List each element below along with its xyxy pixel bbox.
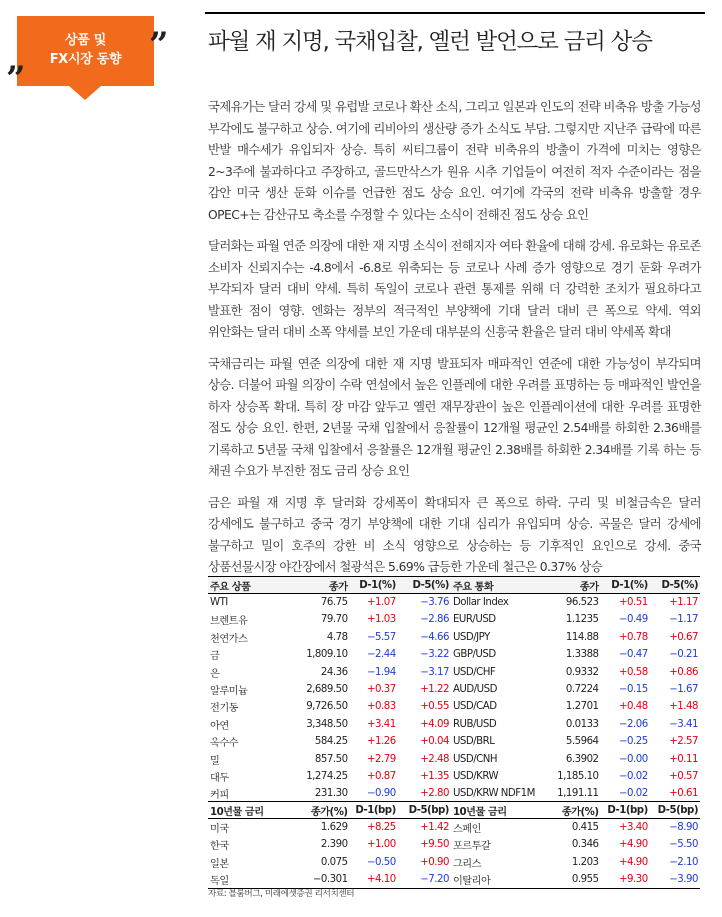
row-label: EUR/USD [452,614,496,626]
column-header: D-5(%) [650,577,700,594]
value-cell: −0.02 [601,785,650,802]
value-cell: 0.9332 [565,666,599,678]
value-cell: −0.00 [619,753,648,765]
value-cell: +4.09 [420,718,449,730]
value-cell: +1.22 [420,684,449,696]
table-row [208,681,700,698]
value-cell: 76.75 [320,597,348,609]
value-cell: 2.390 [320,839,348,851]
value-cell: −0.02 [619,770,648,782]
value-cell: 1.203 [571,856,599,868]
value-cell: +2.57 [669,736,698,748]
paragraph-bonds: 국채금리는 파월 연준 의장에 대한 재 지명 발표되자 매파적인 연준에 대한 가능성이 부각되며 상승. 더불어 파월 의장이 수락 연설에서 높은 인플레에 대한 우려를 표명하는 등 매파적인 발언을 하자 상승폭 확대. 특히 장 마감 앞두고 옐런 재무장관이 높은 인플레이션에 대한 우려를 표명한 점도 상승 요인. 한편, 2년물 국채 입찰에서 응찰률이 12개월 평균인 2.54배를 하회한 2.36배를 기록하고 5년물 국채 입찰에서 응찰률은 12개월 평균인 2.38배를 하회한 2.34배를 기록 하는 등 채권 수요가 부진한 점도 금리 상승 요인 [208,356,701,478]
value-cell: +4.90 [619,856,648,868]
value-cell: +0.51 [619,597,648,609]
row-label: GBP/USD [452,649,496,661]
value-cell: −2.44 [367,649,396,661]
value-cell: +0.61 [650,785,700,802]
value-cell: 1.3388 [565,649,599,661]
value-cell: 1.1235 [565,614,599,626]
value-cell: 584.25 [314,736,348,748]
value-cell: 0.075 [320,856,348,868]
value-cell: −0.301 [270,871,349,888]
value-cell: +0.55 [420,701,449,713]
column-header: 10년물 금리 [451,802,547,819]
row-label: 포르투갈 [452,841,491,853]
table-row [208,785,700,802]
row-label: 그리스 [452,858,481,870]
row-label: USD/CAD [452,701,497,713]
row-label: Dollar Index [452,597,509,609]
value-cell: +4.10 [350,871,398,888]
value-cell: 857.50 [314,753,348,765]
column-header: 종가 [547,577,600,594]
paragraph-fx: 달러화는 파월 연준 의장에 대한 재 지명 소식이 전해지자 여타 환율에 대해 강세. 유로화는 유로존 소비자 신뢰지수는 -4.8에서 -6.8로 위축되는 등 코로나 사례 증가 영향으로 경기 둔화 우려가 부각되자 달러 대비 약세. 특히 독일이 코로나 관련 통제를 위해 더 강력한 조치가 필요하다고 발표한 점이 영향. 엔화는 정부의 적극적인 부양책에 기대 달러 대비 큰 폭으로 약세. 역외 위안화는 달러 대비 소폭 약세를 보인 가운데 대부분의 신흥국 환율은 달러 대비 약세폭 확대 [208,239,701,339]
row-label: 미국 [210,824,229,836]
value-cell: −4.66 [420,631,449,643]
value-cell: 1,185.10 [557,770,599,782]
value-cell: 5.5964 [565,736,599,748]
value-cell: −3.17 [420,666,449,678]
row-label: USD/BRL [452,736,495,748]
table-row [208,819,700,836]
value-cell: +1.26 [367,736,396,748]
value-cell: +1.03 [367,614,396,626]
row-label: 은 [210,668,220,680]
value-cell: +1.00 [367,839,396,851]
title-rule [205,12,705,14]
row-label: 금 [210,651,220,663]
table-row [208,768,700,785]
table-row [208,836,700,853]
column-header: D-5(bp) [398,802,451,819]
value-cell: +0.83 [367,701,396,713]
value-cell: −3.41 [669,718,698,730]
value-cell: 0.346 [571,839,599,851]
value-cell: +0.57 [669,770,698,782]
value-cell: −1.94 [367,666,396,678]
value-cell: 6.3902 [565,753,599,765]
table-row [208,663,700,680]
table-row [208,629,700,646]
value-cell: +0.86 [669,666,698,678]
column-header: D-5(bp) [650,802,700,819]
value-cell: −3.90 [650,871,700,888]
column-header: D-5(%) [398,577,451,594]
value-cell: 79.70 [320,614,348,626]
page-title: 파월 재 지명, 국채입찰, 옐런 발언으로 금리 상승 [208,29,652,55]
table-header-row [208,802,700,819]
value-cell: 96.523 [565,597,599,609]
value-cell: 1,809.10 [306,649,348,661]
paragraph-oil: 국제유가는 달러 강세 및 유럽발 코로나 확산 소식, 그리고 일본과 인도의 전략 비축유 방출 가능성 부각에도 불구하고 상승. 여기에 리비아의 생산량 증가 소식도 부담. 그렇지만 지난주 급락에 따른 반발 매수세가 유입되자 상승. 특히 씨티그룹이 전략 비축유의 방출이 가격에 미치는 영향은 2~3주에 불과하다고 주장하고, 골드만삭스가 원유 시추 기업들이 여전히 적자 수준이라는 점을 감안 미국 생산 둔화 이슈를 언급한 점도 상승 요인. 여기에 각국의 전략 비축유 방출할 경우 OPEC+는 감산규모 축소를 수정할 수 있다는 소식이 전해진 점도 상승 요인 [208,100,701,222]
row-label: 독일 [208,871,270,888]
value-cell: +0.48 [619,701,648,713]
badge-line-2: FX시장 동향 [49,52,122,67]
column-header: D-1(bp) [350,802,398,819]
table-row [208,871,700,888]
value-cell: +0.78 [619,631,648,643]
value-cell: 1.629 [320,822,348,834]
value-cell: 1,191.11 [547,785,600,802]
value-cell: 4.78 [326,631,348,643]
value-cell: 114.88 [565,631,599,643]
value-cell: +9.30 [601,871,650,888]
value-cell: +1.35 [420,770,449,782]
value-cell: +0.90 [420,856,449,868]
table-row [208,733,700,750]
row-label: 한국 [210,841,229,853]
value-cell: 0.415 [571,822,599,834]
section-badge [17,16,154,86]
rates-table [208,801,700,889]
value-cell: −3.22 [420,649,449,661]
table-row [208,611,700,628]
row-label: USD/CNH [452,753,498,765]
value-cell: −1.67 [669,684,698,696]
row-label: RUB/USD [452,718,497,730]
table-row [208,646,700,663]
row-label: 일본 [210,858,229,870]
table-row [208,750,700,767]
value-cell: +0.37 [367,684,396,696]
column-header: D-1(bp) [601,802,650,819]
column-header: D-1(%) [601,577,650,594]
paragraph-commodities: 금은 파월 재 지명 후 달러화 강세폭이 확대되자 큰 폭으로 하락. 구리 및 비철금속은 달러 강세에도 불구하고 중국 경기 부양책에 대한 기대 심리가 유입되며 상승. 곡물은 달러 강세에 불구하고 밀이 호주의 강한 비 소식 영향으로 상승하는 등 기후적인 요인으로 강세. 중국 상품선물시장 야간장에서 철광석은 5.69% 급등한 가운데 철근은 0.37% 상승 [208,495,701,574]
body-text [208,97,701,589]
value-cell: −0.90 [350,785,398,802]
row-label: USD/KRW [452,770,499,782]
column-header: 종가(%) [270,802,349,819]
value-cell: +3.40 [619,822,648,834]
value-cell: +1.42 [420,822,449,834]
value-cell: +0.67 [669,631,698,643]
row-label: USD/JPY [452,631,490,643]
value-cell: −0.15 [619,684,648,696]
value-cell: −5.50 [669,839,698,851]
table-row [208,594,700,611]
close-quote-mark: ” [149,25,169,65]
table-header-row [208,577,700,594]
value-cell: −0.25 [619,736,648,748]
table-row [208,854,700,871]
badge-line-1: 상품 및 [65,33,106,48]
table-row [208,716,700,733]
value-cell: +4.90 [619,839,648,851]
row-label: 밀 [210,755,220,767]
value-cell: −0.47 [619,649,648,661]
value-cell: −0.50 [367,856,396,868]
value-cell: +0.87 [367,770,396,782]
value-cell: +8.25 [367,822,396,834]
row-label: 이탈리아 [451,871,547,888]
row-label: USD/CHF [452,666,496,678]
value-cell: +9.50 [420,839,449,851]
value-cell: +1.17 [669,597,698,609]
value-cell: −2.86 [420,614,449,626]
value-cell: −2.10 [669,856,698,868]
value-cell: 2,689.50 [306,684,348,696]
value-cell: −2.06 [619,718,648,730]
value-cell: −5.57 [367,631,396,643]
row-label: 아연 [210,720,229,732]
column-header: 종가 [270,577,349,594]
value-cell: 24.36 [320,666,348,678]
value-cell: 231.30 [270,785,349,802]
value-cell: 3,348.50 [306,718,348,730]
value-cell: 1,274.25 [306,770,348,782]
value-cell: −8.90 [669,822,698,834]
row-label: 천연가스 [210,633,248,645]
source-note: 자료: 블룸버그, 미래에셋증권 리서치센터 [208,889,355,899]
value-cell: +1.07 [367,597,396,609]
row-label: 스페인 [452,824,481,836]
row-label: USD/KRW NDF1M [451,785,547,802]
row-label: 대두 [210,772,229,784]
value-cell: 0.955 [547,871,600,888]
row-label: 브렌트유 [210,616,248,628]
value-cell: +2.48 [420,753,449,765]
value-cell: +2.80 [398,785,451,802]
row-label: 옥수수 [210,738,239,750]
column-header: 종가(%) [547,802,600,819]
open-quote-mark: ” [6,59,26,99]
row-label: 알루미늄 [210,686,248,698]
value-cell: −0.49 [619,614,648,626]
value-cell: −3.76 [420,597,449,609]
value-cell: +3.41 [367,718,396,730]
column-header: 주요 상품 [208,577,270,594]
column-header: 주요 통화 [451,577,547,594]
value-cell: +0.11 [669,753,698,765]
value-cell: +1.48 [669,701,698,713]
value-cell: −0.21 [669,649,698,661]
badge-pointer [69,86,101,100]
value-cell: −1.17 [669,614,698,626]
value-cell: +0.58 [619,666,648,678]
value-cell: +2.79 [367,753,396,765]
value-cell: +0.04 [420,736,449,748]
column-header: D-1(%) [350,577,398,594]
value-cell: 9,726.50 [306,701,348,713]
row-label: 전기동 [210,703,239,715]
value-cell: 1.2701 [565,701,599,713]
column-header: 10년물 금리 [208,802,270,819]
row-label: AUD/USD [452,684,497,696]
row-label: 커피 [208,785,270,802]
row-label: WTI [210,597,228,609]
table-row [208,698,700,715]
value-cell: 0.0133 [565,718,599,730]
value-cell: −7.20 [398,871,451,888]
market-table [208,576,700,803]
value-cell: 0.7224 [565,684,599,696]
